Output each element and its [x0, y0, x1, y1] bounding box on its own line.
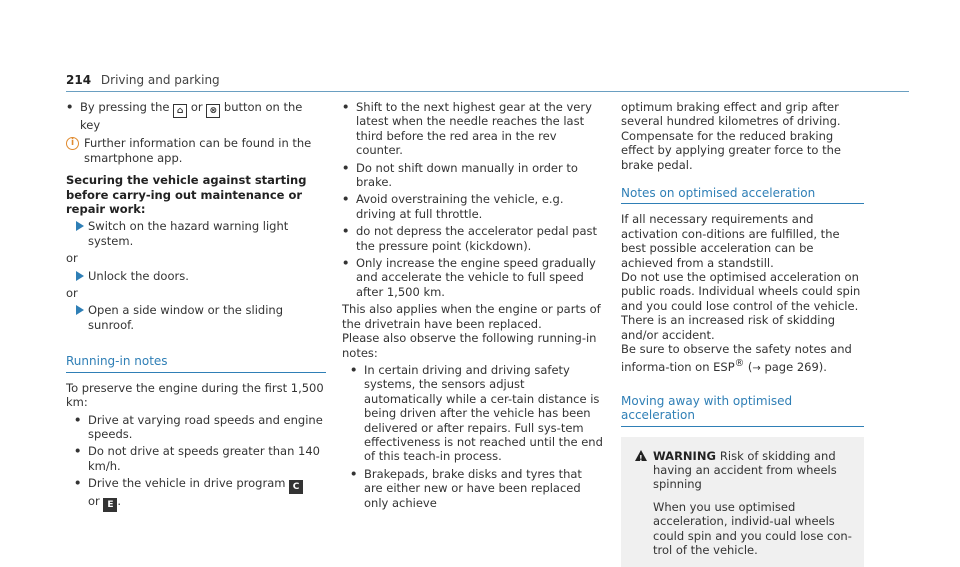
list-item: • Drive at varying road speeds and engine speeds.	[74, 412, 323, 441]
drive-program-c-icon: C	[289, 480, 303, 494]
section-heading-optimised-acceleration: Notes on optimised acceleration	[621, 186, 864, 204]
warning-header: ! WARNING Risk of skidding and having an accident from wheels spinning	[631, 449, 854, 492]
paragraph: Be sure to observe the safety notes and informa-tion on ESP® (→ page 269).	[621, 342, 852, 374]
section-heading-running-in: Running-in notes	[66, 354, 326, 372]
or-text: or	[66, 251, 78, 266]
column-3	[621, 100, 864, 567]
column-2	[342, 100, 604, 513]
bullet-dot: •	[74, 444, 82, 459]
procedure-step: Open a side window or the sliding sunroof.	[66, 303, 326, 332]
key-button-icon: ⊗	[206, 104, 220, 118]
step-arrow-icon	[76, 305, 84, 315]
paragraph: optimum braking effect and grip after several hundred kilometres of driving. Compensate for the reduced braking effect by applying greater force to the brake pedal.	[621, 100, 841, 172]
paragraph: This also applies when the engine or parts of the drivetrain have been replaced.	[342, 302, 601, 331]
column-1	[66, 100, 326, 515]
procedure-step: Switch on the hazard warning light system.	[66, 219, 326, 248]
header-divider	[66, 91, 909, 92]
list-item: • Do not shift down manually in order to brake.	[342, 160, 578, 190]
list-item: • Do not drive at speeds greater than 140 km/h.	[74, 444, 320, 473]
bullet-dot: •	[66, 100, 74, 114]
info-note: i Further information can be found in the smartphone app.	[66, 136, 326, 165]
paragraph: Do not use the optimised acceleration on public roads. Individual wheels could spin and you could lose control of the vehicle. There is an increased risk of skidding and/or accident.	[621, 270, 861, 342]
section-heading-moving-away: Moving away with optimised acceleration	[621, 394, 864, 427]
procedure-step: Unlock the doors.	[66, 269, 326, 283]
list-item: • Brakepads, brake disks and tyres that are either new or have been replaced only achieve	[350, 466, 582, 510]
list-item: • By pressing the ⌂ or ⊗ button on the key	[66, 100, 303, 132]
info-icon: i	[66, 137, 79, 150]
paragraph: Please also observe the following running-in notes:	[342, 331, 597, 360]
drive-program-e-icon: E	[103, 498, 117, 512]
warning-title: Risk of skidding and having an accident from wheels spinning	[653, 448, 837, 492]
paragraph: To preserve the engine during the first 1,500 km:	[66, 380, 324, 410]
warning-body: When you use optimised acceleration, individ-ual wheels could spin and you could lose con-trol of the vehicle.	[653, 499, 852, 557]
page-reference-link[interactable]: page 269).	[760, 359, 827, 374]
list-item: • Only increase the engine speed gradually and accelerate the vehicle to full speed after 1,500 km.	[342, 256, 596, 299]
procedure-heading: Securing the vehicle against starting before carry-ing out maintenance or repair work:	[66, 173, 307, 217]
bullet-dot: •	[74, 412, 82, 427]
page-reference-arrow-icon: →	[752, 362, 761, 374]
page-header	[66, 73, 220, 87]
list-item: • Drive the vehicle in drive program C or E .	[66, 476, 326, 512]
list-item: • Shift to the next highest gear at the very latest when the needle reaches the last third before the red area in the rev counter.	[342, 100, 592, 158]
page-number: 214	[66, 73, 92, 87]
bullet-dot: •	[74, 476, 82, 491]
list-item: • In certain driving and driving safety systems, the sensors adjust automatically while a cer-tain distance is being driven after the vehicle has been delivered or after repairs. Full sys-tem effectiveness is not reached until the end of this teach-in process.	[350, 362, 603, 464]
section-title: Driving and parking	[100, 73, 220, 87]
key-button-icon: ⌂	[173, 104, 187, 118]
step-arrow-icon	[76, 221, 84, 231]
or-text: or	[66, 286, 78, 301]
list-item: • Avoid overstraining the vehicle, e.g. driving at full throttle.	[342, 192, 564, 221]
step-arrow-icon	[76, 271, 84, 281]
warning-label: WARNING	[653, 448, 716, 463]
warning-box	[621, 437, 864, 567]
list-item: • do not depress the accelerator pedal past the pressure point (kickdown).	[342, 224, 598, 253]
paragraph: If all necessary requirements and activation con-ditions are fulfilled, the best possible acceleration can be achieved from a standstill.	[621, 212, 840, 270]
